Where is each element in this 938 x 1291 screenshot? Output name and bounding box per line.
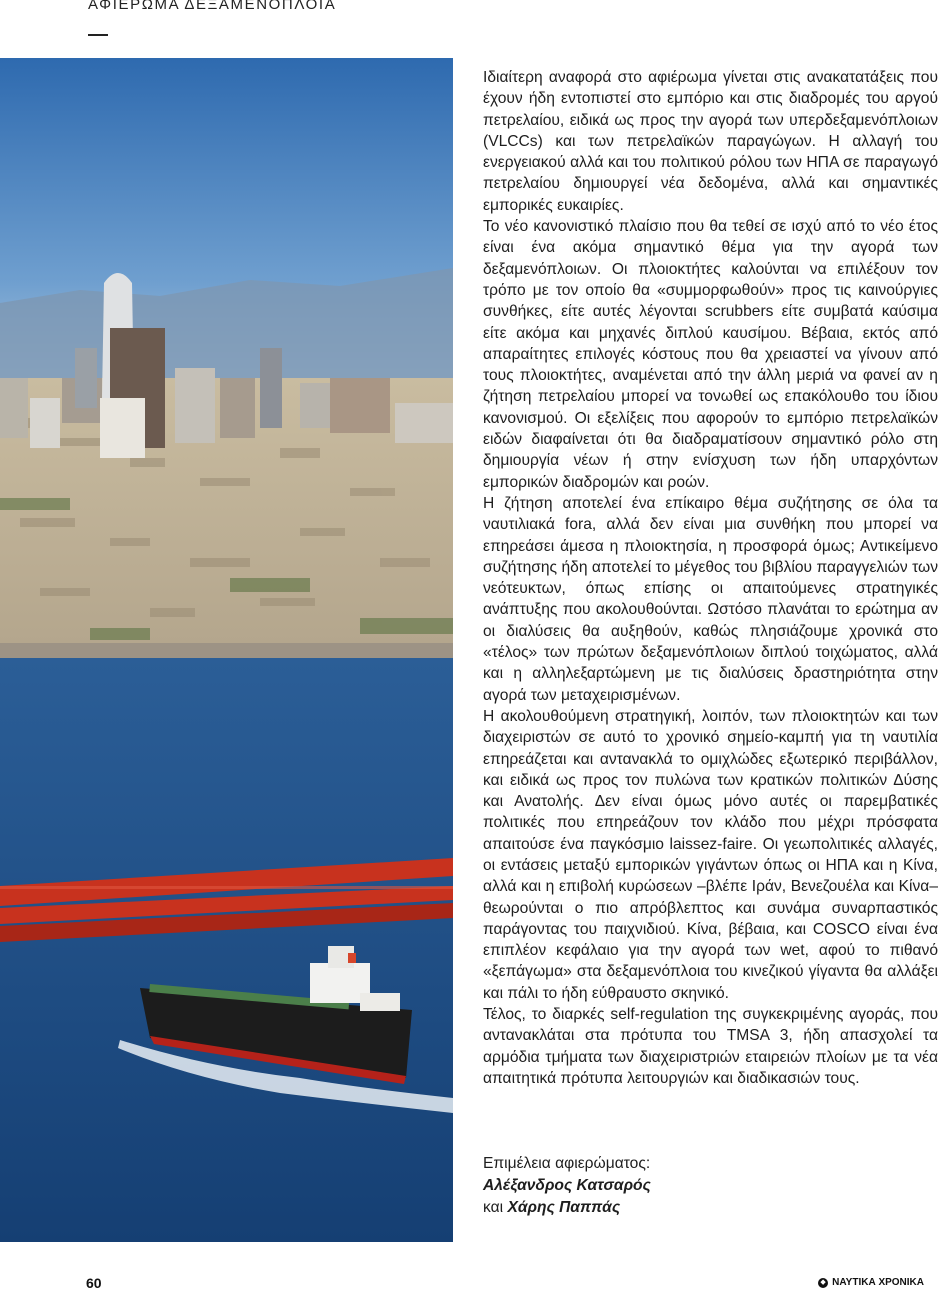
article-body [483, 67, 938, 1089]
paragraph: Η ζήτηση αποτελεί ένα επίκαιρο θέμα συζήτησης σε όλα τα ναυτιλιακά fora, αλλά δεν είναι μια συνθήκη που μπορεί να επηρεάσει άμεσα η πλοιοκτησία, η προσφορά όμως; Αντικείμενο συζήτησης ήδη αποτελεί το μέγεθος του βιβλίου παραγγελιών των νεότευκτων, όπως επίσης οι απαιτούμενες στρατηγικές ανάπτυξης που ακολουθούνται. Ωστόσο πλανάται το ερώτημα αν οι διαλύσεις θα αυξηθούν, καθώς πλησιάζουμε χρονικά στο «τέλος» των πρώτων δεξαμενόπλοιων διπλού τοιχώματος, αλλά και η αλληλεξαρτώμενη με τις διαλύσεις δραστηριότητα στην αγορά των μεταχειρισμένων. [483, 494, 938, 704]
author-name: Αλέξανδρος Κατσαρός [483, 1177, 651, 1194]
credits-label: Επιμέλεια αφιερώματος: [483, 1155, 651, 1172]
credits [483, 1153, 883, 1219]
header-divider [88, 34, 108, 36]
author-name: Χάρης Παππάς [507, 1199, 621, 1216]
paragraph: Τέλος, το διαρκές self-regulation της συγκεκριμένης αγοράς, που αντανακλάται στα πρότυπα του TMSA 3, ήδη απασχολεί τα αρμόδια τμήματα των διαχειριστριών εταιρειών πλοίων με τα νέα απαιτητικά πρότυπα λειτουργιών και διαδικασιών τους. [483, 1006, 938, 1087]
paragraph: Ιδιαίτερη αναφορά στο αφιέρωμα γίνεται στις ανακατατάξεις που έχουν ήδη εντοπιστεί στο εμπόριο και στις διαδρομές του αργού πετρελαίου, ειδικά ως προς την αγορά των υπερδεξαμενόπλοιων (VLCCs) και των πετρελαϊκών παραγώγων. Η αλλαγή του ενεργειακού αλλά και του πολιτικού ρόλου των ΗΠΑ σε παραγωγό πετρελαίου δημιουργεί νέα δεδομένα, αλλά και σημαντικές εμπορικές ευκαιρίες. [483, 69, 938, 214]
nautika-logo-icon: ◆ [818, 1278, 828, 1288]
credits-connector: και [483, 1199, 504, 1216]
sea [0, 658, 453, 1242]
page-number: 60 [86, 1275, 102, 1291]
ship-photo [0, 58, 453, 1242]
brand-footer [818, 1277, 924, 1288]
paragraph: Το νέο κανονιστικό πλαίσιο που θα τεθεί σε ισχύ από το νέο έτος είναι ένα ακόμα σημαντικό θέμα για την αγορά των δεξαμενόπλοιων. Οι πλοιοκτήτες καλούνται να επιλέξουν τον τρόπο με τον οποίο θα «συμμορφωθούν» προς τις καινούργιες συνθήκες, είτε αυτές λέγονται scrubbers είτε συμβατά καύσιμα είτε ακόμα και μηχανές διπλού καυσίμου. Βέβαια, εκτός από απαραίτητες επιλογές κόστους που θα χρειαστεί να γίνουν από τους πλοιοκτήτες, αναμένεται από την άλλη μεριά να φανεί αν η ζήτηση πετρελαίου μπορεί να τονωθεί ως επακόλουθο του ίδιου κανονισμού. Οι εξελίξεις που αφορούν το εμπόριο πετρελαϊκών ειδών διαφαίνεται ότι θα διαδραματίσουν σημαντικό ρόλο στη δημιουργία νέων ή στην ενίσχυση των ήδη υπαρχόντων εμπορικών διαδρομών και ροών. [483, 218, 938, 491]
paragraph: Η ακολουθούμενη στρατηγική, λοιπόν, των πλοιοκτητών και των διαχειριστών σε αυτό το χρονικό σημείο-καμπή για τη ναυτιλία επηρεάζεται και αντανακλά το ομιχλώδες εξωτερικό περιβάλλον, και ειδικά ως προς τον πυλώνα των κρατικών πολιτικών Δύσης και Ανατολής. Δεν είναι όμως μόνο αυτές οι παρεμβατικές πολιτικές που επηρεάζουν τον κλάδο που μέχρι πρόσφατα απαιτούσε ένα παγκόσμιο laissez-faire. Οι γεωπολιτικές αλλαγές, οι εντάσεις μεταξύ εμπορικών γιγάντων όπως οι ΗΠΑ και η Κίνα, αλλά και η επιβολή κυρώσεων –βλέπε Ιράν, Βενεζουέλα και Κίνα– θεωρούνται ο πιο απρόβλεπτος και συνάμα συναρπαστικός παράγοντας του παιχνιδιού. Κίνα, βέβαια, και COSCO είναι ένα επιπλέον κεφάλαιο για την αγορά των wet, αφού το πιθανό «ξεπάγωμα» στα δεξαμενόπλοια του κινεζικού γίγαντα θα αλλάξει και πάλι το ήδη εύθραυστο σκηνικό. [483, 707, 938, 1002]
brand-name: ΝΑΥΤΙΚΑ ΧΡΟΝΙΚΑ [832, 1277, 924, 1288]
section-title: ΑΦΙΕΡΩΜΑ ΔΕΞΑΜΕΝΟΠΛΟΙΑ [88, 0, 337, 13]
